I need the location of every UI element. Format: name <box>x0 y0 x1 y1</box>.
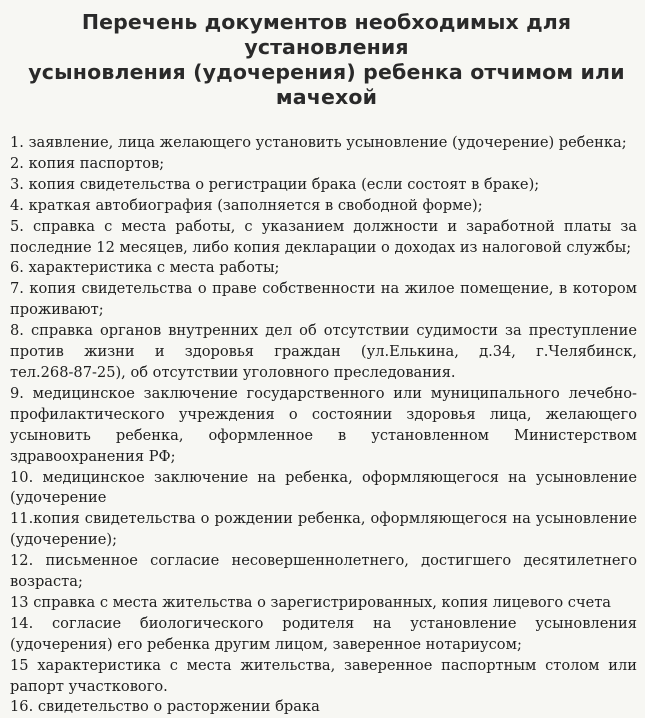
list-item-9 <box>10 384 637 468</box>
list-item-5 <box>10 217 637 259</box>
list-item-4 <box>10 196 637 217</box>
list-item-text: (удочерения) его ребенка другим лицом, заверенное нотариусом; <box>10 635 522 653</box>
list-item-text: 7. копия свидетельства о праве собственности на жилое помещение, в котором <box>10 280 637 298</box>
list-item-3 <box>10 175 637 196</box>
list-item-text: 12. письменное согласие несовершеннолетнего, достигшего десятилетнего <box>10 552 637 570</box>
list-item-text: 11.копия свидетельства о рождении ребенка, оформляющегося на усыновление <box>10 510 637 528</box>
list-item-text: 3. копия свидетельства о регистрации брака (если состоят в браке); <box>10 175 540 193</box>
list-item-10 <box>10 468 637 510</box>
list-item-14 <box>10 614 637 656</box>
title-line-1: Перечень документов необходимых для установления <box>81 10 572 59</box>
list-item-text: 8. справка органов внутренних дел об отсутствии судимости за преступление <box>10 322 637 340</box>
list-item-8 <box>10 321 637 384</box>
list-item-15 <box>10 656 637 698</box>
list-item-text: последние 12 месяцев, либо копия декларации о доходах из налоговой службы; <box>10 238 632 256</box>
list-item-13 <box>10 593 637 614</box>
documents-list <box>10 133 637 718</box>
list-item-text: тел.268-87-25), об отсутствии уголовного преследования. <box>10 363 456 381</box>
list-item-text: (удочерение <box>10 489 107 507</box>
list-item-text: 9. медицинское заключение государственного или муниципального лечебно- <box>10 384 637 402</box>
list-item-11 <box>10 509 637 551</box>
list-item-6 <box>10 258 637 279</box>
list-item-text: 15 характеристика с места жительства, заверенное паспортным столом или <box>10 656 637 674</box>
list-item-16 <box>10 697 637 718</box>
list-item-text: 14. согласие биологического родителя на установление усыновления <box>10 614 637 632</box>
list-item-7 <box>10 279 637 321</box>
list-item-text: 10. медицинское заключение на ребенка, оформляющегося на усыновление <box>10 468 637 486</box>
list-item-text: проживают; <box>10 301 104 319</box>
document-title <box>10 10 637 110</box>
list-item-text: 4. краткая автобиография (заполняется в свободной форме); <box>10 196 483 214</box>
list-item-text: рапорт участкового. <box>10 677 168 695</box>
list-item-text: 5. справка с места работы, с указанием должности и заработной платы за <box>10 217 637 235</box>
list-item-text: 13 справка с места жительства о зарегистрированных, копия лицевого счета <box>10 593 612 611</box>
list-item-1 <box>10 133 637 154</box>
list-item-text: 1. заявление, лица желающего установить усыновление (удочерение) ребенка; <box>10 134 627 151</box>
list-item-12 <box>10 551 637 593</box>
list-item-text: против жизни и здоровья граждан (ул.Елькина, д.34, г.Челябинск, <box>10 343 637 361</box>
list-item-text: возраста; <box>10 573 83 591</box>
list-item-text: усыновить ребенка, оформленное в установленном Министерством <box>10 426 637 444</box>
list-item-text: 2. копия паспортов; <box>10 154 165 172</box>
list-item-2 <box>10 154 637 175</box>
list-item-text: 16. свидетельство о расторжении брака <box>10 698 320 716</box>
list-item-text: 6. характеристика с места работы; <box>10 259 280 277</box>
list-item-text: профилактического учреждения о состоянии здоровья лица, желающего <box>10 405 637 423</box>
title-line-2: усыновления (удочерения) ребенка отчимом или мачехой <box>28 60 625 109</box>
list-item-text: здравоохранения РФ; <box>10 447 176 465</box>
list-item-text: (удочерение); <box>10 531 118 549</box>
